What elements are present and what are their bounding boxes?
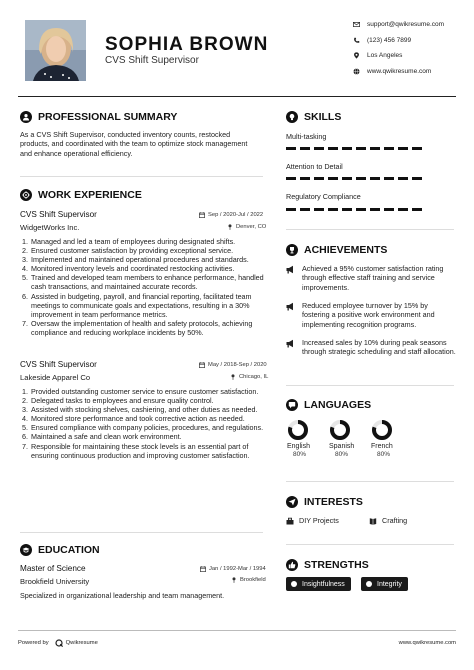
section-divider	[286, 481, 454, 482]
interests-heading	[286, 496, 363, 508]
languages-heading	[286, 399, 371, 411]
list-item: 1. Managed and led a team of employees during designated shifts.	[30, 237, 266, 246]
contact-website-text: www.qwikresume.com	[367, 67, 432, 75]
section-divider	[286, 385, 454, 386]
contact-email[interactable]	[353, 17, 471, 33]
education-school: Brookfield University	[20, 577, 90, 586]
list-item: 4. Monitored inventory levels and coordinated restocking activities.	[30, 264, 266, 273]
skill-level-bar	[286, 208, 422, 211]
skill-level-bar	[286, 177, 422, 180]
skills-heading	[286, 111, 341, 123]
tools-icon	[286, 517, 294, 525]
list-item: 5. Ensured compliance with company policies, procedures, and regulations.	[30, 423, 268, 432]
interests-heading-text: INTERESTS	[304, 496, 363, 508]
achievement-text: Reduced employee turnover by 15% by fostering a positive work environment and implementing recognition programs.	[302, 301, 435, 329]
brand-name[interactable]: Qwikresume	[65, 640, 98, 646]
languages-heading-text: LANGUAGES	[304, 399, 372, 411]
language-name: English	[287, 443, 310, 450]
achievement-text: Achieved a 95% customer satisfaction rating through effective staff training and service improvements.	[302, 264, 444, 292]
strengths-heading	[286, 559, 369, 571]
list-item: 2. Ensured customer satisfaction by providing exceptional service.	[30, 246, 266, 255]
strength-pill	[361, 577, 408, 591]
job-title: CVS Shift Supervisor	[20, 210, 97, 219]
achievement-text: Increased sales by 10% during peak seasons through strategic scheduling and staff allocation.	[302, 338, 456, 357]
calendar-icon	[199, 212, 205, 218]
strength-label: Insightfulness	[302, 580, 345, 588]
paper-plane-icon	[286, 496, 298, 508]
skill-name: Regulatory Compliance	[286, 192, 361, 201]
language-percent: 80%	[335, 451, 349, 458]
section-divider	[286, 544, 454, 545]
job-bullets	[20, 387, 268, 460]
footer-website[interactable]: www.qwikresume.com	[398, 640, 456, 646]
list-item: 3. Assisted with stocking shelves, cashiering, and other duties as needed.	[30, 405, 268, 414]
graduation-cap-icon	[20, 544, 32, 556]
section-divider	[20, 176, 263, 177]
footer-divider	[18, 630, 456, 631]
interest-label: Crafting	[382, 516, 408, 525]
job-dates-text: May / 2018-Sep / 2020	[208, 362, 267, 368]
job-location	[230, 374, 268, 380]
achievement-item	[286, 301, 456, 329]
language-level-ring	[287, 419, 309, 441]
interest-label: DIY Projects	[299, 516, 339, 525]
book-icon	[369, 517, 377, 525]
experience-heading	[20, 189, 142, 201]
language-item	[287, 419, 327, 458]
trophy-icon	[286, 244, 298, 256]
summary-text: As a CVS Shift Supervisor, conducted inventory counts, restocked products, and coordinated with the team to optimize stock management and enhance operational efficiency.	[20, 130, 248, 158]
job-location-text: Denver, CO	[236, 224, 267, 230]
job-dates	[199, 362, 267, 368]
contact-phone-text: (123) 456 7899	[367, 36, 412, 44]
contact-website[interactable]	[353, 64, 471, 80]
list-item: 2. Delegated tasks to employees and ensure quality control.	[30, 396, 268, 405]
achievements-heading	[286, 244, 387, 256]
language-name: French	[371, 443, 393, 450]
experience-heading-text: WORK EXPERIENCE	[38, 189, 142, 201]
candidate-name: SOPHIA BROWN	[105, 34, 269, 55]
education-heading-text: EDUCATION	[38, 544, 100, 556]
language-percent: 80%	[377, 451, 391, 458]
location-pin-icon	[353, 52, 360, 59]
achievement-item	[286, 264, 456, 292]
achievement-item	[286, 338, 456, 357]
list-item: 5. Trained and developed team members to enhance performance, handled cash transactions, and maintained accurate records.	[30, 273, 266, 291]
job-bullets	[20, 237, 266, 337]
language-name: Spanish	[329, 443, 355, 450]
list-item: 6. Assisted in budgeting, payroll, and financial reporting, facilitated team meetings to communicate goals and expectations, resulting in a 30% improvement in team performance metrics.	[30, 292, 266, 319]
bullet-dot-icon	[366, 581, 372, 587]
list-item: 7. Responsible for maintaining these stock levels is an essential part of ensuring continuous production and improving customer satisfaction.	[30, 442, 268, 460]
job-dates	[199, 212, 263, 218]
skills-heading-text: SKILLS	[304, 111, 342, 123]
list-item: 6. Maintained a safe and clean work environment.	[30, 432, 268, 441]
language-item	[371, 419, 411, 458]
skill-level-bar	[286, 147, 422, 150]
briefcase-icon	[20, 189, 32, 201]
list-item: 4. Monitored store performance and took corrective action as needed.	[30, 414, 268, 423]
strengths-heading-text: STRENGTHS	[304, 559, 369, 571]
skill-name: Multi-tasking	[286, 132, 327, 141]
globe-icon	[353, 68, 360, 75]
job-dates-text: Sep / 2020-Jul / 2022	[208, 212, 264, 218]
education-location	[231, 577, 266, 583]
footer-powered-by	[18, 639, 98, 647]
education-dates-text: Jan / 1992-Mar / 1994	[209, 566, 266, 572]
megaphone-icon	[286, 302, 295, 311]
powered-by-label: Powered by	[18, 640, 49, 646]
language-level-ring	[329, 419, 351, 441]
job-location	[227, 224, 266, 230]
language-item	[329, 419, 369, 458]
section-divider	[286, 229, 454, 230]
strength-label: Integrity	[377, 580, 402, 588]
language-percent: 80%	[293, 451, 307, 458]
achievements-heading-text: ACHIEVEMENTS	[304, 244, 388, 256]
contact-block	[353, 17, 471, 79]
megaphone-icon	[286, 265, 295, 274]
education-location-text: Brookfield	[240, 577, 266, 583]
lightbulb-icon	[286, 111, 298, 123]
section-divider	[20, 532, 263, 533]
contact-location-text: Los Angeles	[367, 52, 403, 60]
education-heading	[20, 544, 100, 556]
education-description: Specialized in organizational leadership and team management.	[20, 591, 225, 600]
interest-item	[286, 516, 339, 525]
job-location-text: Chicago, IL	[239, 374, 269, 380]
avatar	[25, 20, 86, 81]
header-divider	[18, 96, 456, 97]
contact-location	[353, 48, 471, 64]
skill-name: Attention to Detail	[286, 162, 343, 171]
interest-item	[369, 516, 407, 525]
user-icon	[20, 111, 32, 123]
calendar-icon	[200, 566, 206, 572]
education-dates	[200, 566, 266, 572]
contact-phone[interactable]	[353, 33, 471, 49]
qwikresume-logo-icon	[55, 639, 63, 647]
summary-heading-text: PROFESSIONAL SUMMARY	[38, 111, 178, 123]
pin-icon	[231, 577, 237, 583]
strength-pill	[286, 577, 351, 591]
pin-icon	[230, 374, 236, 380]
phone-icon	[353, 37, 360, 44]
list-item: 7. Oversaw the implementation of health and safety protocols, achieving compliance and reducing workplace incidents by 50%.	[30, 319, 266, 337]
language-icon	[286, 399, 298, 411]
job-company: WidgetWorks Inc.	[20, 223, 80, 232]
job-company: Lakeside Apparel Co	[20, 373, 91, 382]
calendar-icon	[199, 362, 205, 368]
bullet-dot-icon	[291, 581, 297, 587]
thumbs-up-icon	[286, 559, 298, 571]
megaphone-icon	[286, 339, 295, 348]
job-title: CVS Shift Supervisor	[20, 360, 97, 369]
language-level-ring	[371, 419, 393, 441]
contact-email-text: support@qwikresume.com	[367, 21, 445, 29]
education-degree: Master of Science	[20, 564, 86, 573]
list-item: 1. Provided outstanding customer service to ensure customer satisfaction.	[30, 387, 268, 396]
list-item: 3. Implemented and maintained operational procedures and standards.	[30, 255, 266, 264]
candidate-title: CVS Shift Supervisor	[105, 55, 199, 66]
email-icon	[353, 21, 360, 28]
pin-icon	[227, 224, 233, 230]
summary-heading	[20, 111, 177, 123]
